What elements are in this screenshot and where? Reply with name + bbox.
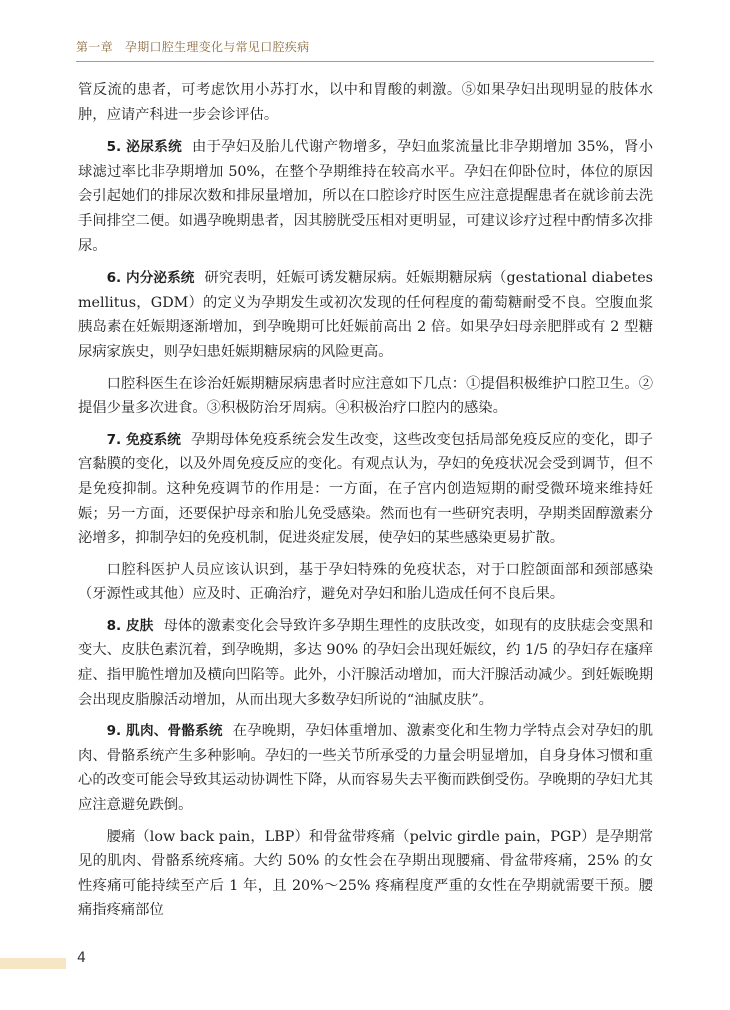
page-number: 4 [77, 950, 86, 966]
paragraph-continued: 管反流的患者，可考虑饮用小苏打水，以中和胃酸的刺激。⑤如果孕妇出现明显的肢体水肿，应请产科进一步会诊评估。 [78, 82, 653, 123]
chapter-title: 孕期口腔生理变化与常见口腔疾病 [124, 40, 310, 54]
section-heading: 5. 泌尿系统 [106, 139, 182, 156]
running-header [76, 38, 309, 55]
section-heading: 9. 肌肉、骨骼系统 [106, 723, 223, 740]
paragraph-immune-notes: 口腔科医护人员应该认识到，基于孕妇特殊的免疫状态，对于口腔颌面部和颈部感染（牙源性或其他）应及时、正确治疗，避免对孕妇和胎儿造成任何不良后果。 [78, 561, 653, 603]
section-heading: 8. 皮肤 [106, 617, 154, 634]
paragraph-back-pain: 腰痛（low back pain，LBP）和骨盆带疼痛（pelvic girdle pain，PGP）是孕期常见的肌肉、骨骼系统疼痛。大约 50% 的女性会在孕期出现腰痛、骨盆带疼痛，25% 的女性疼痛可能持续至产后 1 年，且 20%～25% 疼痛程度严重的女性在孕期就需要干预。腰痛指疼痛部位 [78, 828, 653, 919]
section-skin [78, 614, 653, 712]
section-text: 母体的激素变化会导致许多孕期生理性的皮肤改变，如现有的皮肤痣会变黑和变大、皮肤色素沉着，到孕晚期，多达 90% 的孕妇会出现妊娠纹，约 1/5 的孕妇存在瘙痒症、指甲脆性增加及横向凹陷等。此外，小汗腺活动增加，而大汗腺活动减少。到妊娠晚期会出现皮脂腺活动增加，从而出现大多数孕妇所说的“油腻皮肤”。 [78, 617, 653, 708]
section-text: 由于孕妇及胎儿代谢产物增多，孕妇血浆流量比非孕期增加 35%，肾小球滤过率比非孕期增加 50%，在整个孕期维持在较高水平。孕妇在仰卧位时，体位的原因会引起她们的排尿次数和排尿量增加，所以在口腔诊疗时医生应注意提醒患者在就诊前去洗手间排空二便。如遇孕晚期患者，因其膀胱受压相对更明显，可建议诊疗过程中酌情多次排尿。 [78, 139, 653, 254]
section-text: 孕期母体免疫系统会发生改变，这些改变包括局部免疫反应的变化，即子宫黏膜的变化，以及外周免疫反应的变化。有观点认为，孕妇的免疫状况会受到调节，但不是免疫抑制。这种免疫调节的作用是：一方面，在子宫内创造短期的耐受微环境来维持妊娠；另一方面，还要保护母亲和胎儿免受感染。然而也有一些研究表明，孕期类固醇激素分泌增多，抑制孕妇的免疫机制，促进炎症发展，使孕妇的某些感染更易扩散。 [78, 431, 653, 547]
section-heading: 7. 免疫系统 [106, 431, 182, 448]
footer-accent-bar [0, 958, 66, 969]
section-musculoskeletal [78, 719, 653, 817]
section-endocrine [78, 266, 653, 364]
header-divider [76, 61, 654, 62]
paragraph-diabetes-notes: 口腔科医生在诊治妊娠期糖尿病患者时应注意如下几点：①提倡积极维护口腔卫生。②提倡少量多次进食。③积极防治牙周病。④积极治疗口腔内的感染。 [78, 375, 653, 417]
section-text: 在孕晚期，孕妇体重增加、激素变化和生物力学特点会对孕妇的肌肉、骨骼系统产生多种影响。孕妇的一些关节所承受的力量会明显增加，自身身体习惯和重心的改变可能会导致其运动协调性下降，从而容易失去平衡而跌倒受伤。孕晚期的孕妇尤其应注意避免跌倒。 [78, 723, 654, 814]
section-urinary [78, 135, 653, 258]
page-body [78, 78, 653, 930]
section-immune [78, 428, 653, 551]
section-heading: 6. 内分泌系统 [106, 270, 195, 287]
chapter-label: 第一章 [76, 40, 113, 54]
section-text: 研究表明，妊娠可诱发糖尿病。妊娠期糖尿病（gestational diabetes mellitus，GDM）的定义为孕期发生或初次发现的任何程度的葡萄糖耐受不良。空腹血浆胰岛素在妊娠期逐渐增加，到孕晚期可比妊娠前高出 2 倍。如果孕妇母亲肥胖或有 2 型糖尿病家族史，则孕妇患妊娠期糖尿病的风险更高。 [78, 270, 653, 360]
